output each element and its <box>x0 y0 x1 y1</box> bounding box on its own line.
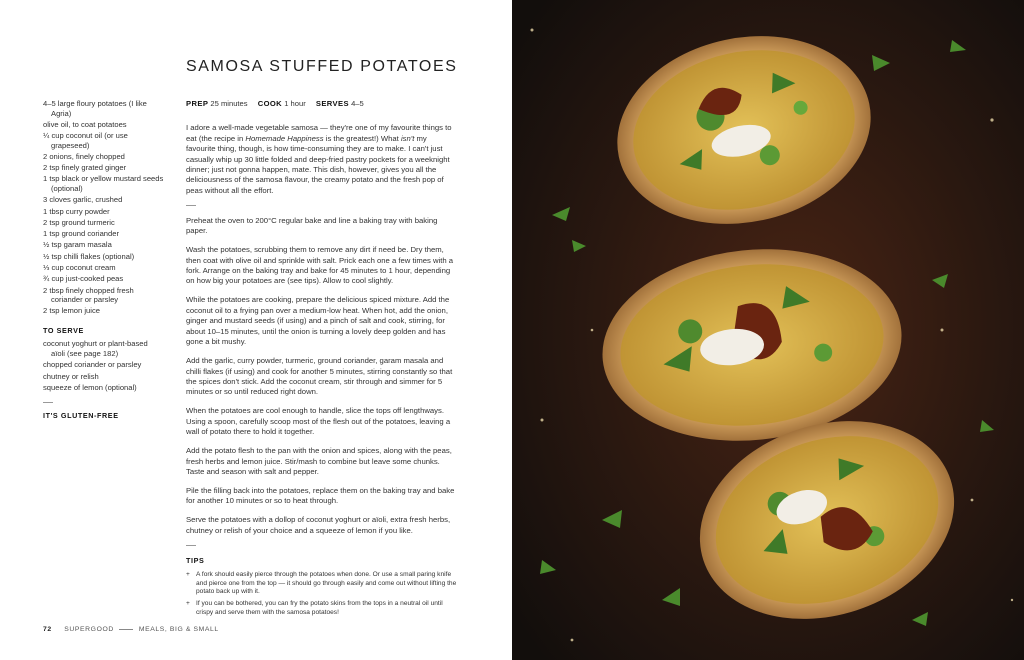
page-footer <box>43 626 219 633</box>
food-photo <box>512 0 1024 660</box>
method-step: When the potatoes are cool enough to handle, slice the tops off lengthways. Using a spoon, carefully scoop most of the flesh out of the potatoes, leaving a wall of potato there to hold it together. <box>186 406 451 437</box>
method-step: While the potatoes are cooking, prepare the delicious spiced mixture. Add the coconut oil to a frying pan over a medium-low heat. When hot, add the onion, ginger and mustard seeds (if using) and a pinch of salt and cook, stirring, for about 10–15 minutes, until the onion is turning a lovely deep golden and has gone a bit mushy. <box>186 295 450 347</box>
divider <box>43 402 53 403</box>
tip-item: + If you can be bothered, you can fry the potato skins from the tops in a neutral oil until crispy and serve them with the samosa potatoes! <box>186 599 443 616</box>
section-title: MEALS, BIG & SMALL <box>138 626 219 633</box>
method-step: Wash the potatoes, scrubbing them to remove any dirt if need be. Dry them, then coat with olive oil and sprinkle with salt. Prick each one a few times with a fork. Arrange on the baking tray and bake for 45 minutes to 1 hour, depending on how big your potatoes are (see tips). Allow to cool slightly. <box>186 245 454 286</box>
method-step: Serve the potatoes with a dollop of coconut yoghurt or aïoli, extra fresh herbs, chutney or relish of your choice and a squeeze of lemon if you like. <box>186 515 451 535</box>
ingredient-item: 2 tsp finely grated ginger <box>43 163 127 173</box>
prep-label: PREP <box>186 99 209 108</box>
ingredient-item: olive oil, to coat potatoes <box>43 119 127 129</box>
method-step: Preheat the oven to 200°C regular bake and line a baking tray with baking paper. <box>186 215 438 236</box>
ingredient-item: 2 onions, finely chopped <box>43 151 125 161</box>
to-serve-item: coconut yoghurt or plant-based aïoli (see page 182) <box>43 339 148 358</box>
plus-icon: + <box>186 599 190 607</box>
cook-value: 1 hour <box>284 99 306 108</box>
page-number: 72 <box>43 626 52 633</box>
divider <box>186 545 196 546</box>
prep-value: 25 minutes <box>210 99 248 108</box>
method-step: Add the garlic, curry powder, turmeric, ground coriander, garam masala and chilli flakes (if using) and cook for another 5 minutes, stirring constantly so that the spices don't stick. Add the coconut cream, stir through and simmer for 5 minutes or so until reduced right down. <box>186 356 453 397</box>
divider <box>186 205 196 206</box>
book-title: SUPERGOOD <box>64 626 114 633</box>
cook-label: COOK <box>257 99 283 108</box>
method-column <box>186 99 458 620</box>
method-step: Add the potato flesh to the pan with the onion and spices, along with the peas, fresh herbs and lemon juice. Stir/mash to combine but leave some chunks. Taste and season with salt and pepper. <box>186 446 452 476</box>
ingredient-item: ¼ cup coconut oil (or use grapeseed) <box>43 131 128 150</box>
ingredient-item: ½ tsp garam masala <box>43 240 112 250</box>
footer-separator <box>119 629 133 630</box>
tips-heading: TIPS <box>186 555 205 565</box>
method-step: Pile the filling back into the potatoes, replace them on the baking tray and bake for another 10 minutes or so to heat through. <box>186 485 455 506</box>
serves-label: SERVES <box>315 99 349 108</box>
ingredient-item: 1 tsp ground coriander <box>43 229 119 239</box>
ingredient-item: ⅓ cup coconut cream <box>43 263 116 273</box>
to-serve-item: squeeze of lemon (optional) <box>43 382 137 392</box>
tip-item: + A fork should easily pierce through the potatoes when done. Or use a small paring knife and pierce one from the top — it should go through easily and come out without lifting the potato back up with it. <box>186 571 457 596</box>
plus-icon: + <box>186 571 190 579</box>
intro-paragraph: I adore a well-made vegetable samosa — they're one of my favourite things to eat (the recipe in Homemade Happiness is the greatest!) What isn't my favourite thing, though, is how time-consuming they are to make. I can't just casually whip up 30 little folded and deep-fried pastry pockets for a weeknight dinner; just not gonna happen, mate. This dish, however, gives you all the deliciousness of the samosa flavour, the creamy potato and the fresh pop of peas without all the effort. <box>186 123 452 195</box>
ingredient-item: 4–5 large floury potatoes (I like Agria) <box>43 99 147 118</box>
ingredients-column <box>43 99 171 421</box>
ingredient-item: 1 tbsp curry powder <box>43 206 110 216</box>
recipe-meta <box>186 99 458 109</box>
ingredient-item: 2 tsp lemon juice <box>43 306 100 316</box>
to-serve-heading: TO SERVE <box>43 325 84 335</box>
serves-value: 4–5 <box>351 99 364 108</box>
gluten-free-note: IT'S GLUTEN-FREE <box>43 411 119 421</box>
ingredient-item: ½ tsp chilli flakes (optional) <box>43 251 135 261</box>
ingredient-item: 1 tsp black or yellow mustard seeds (optional) <box>43 174 164 193</box>
ingredient-item: 2 tbsp finely chopped fresh coriander or parsley <box>43 285 134 305</box>
recipe-title: SAMOSA STUFFED POTATOES <box>186 58 458 75</box>
ingredient-item: ¾ cup just-cooked peas <box>43 274 124 284</box>
ingredient-item: 3 cloves garlic, crushed <box>43 195 123 205</box>
to-serve-item: chopped coriander or parsley <box>43 360 142 370</box>
to-serve-item: chutney or relish <box>43 371 99 381</box>
ingredient-item: 2 tsp ground turmeric <box>43 217 115 227</box>
